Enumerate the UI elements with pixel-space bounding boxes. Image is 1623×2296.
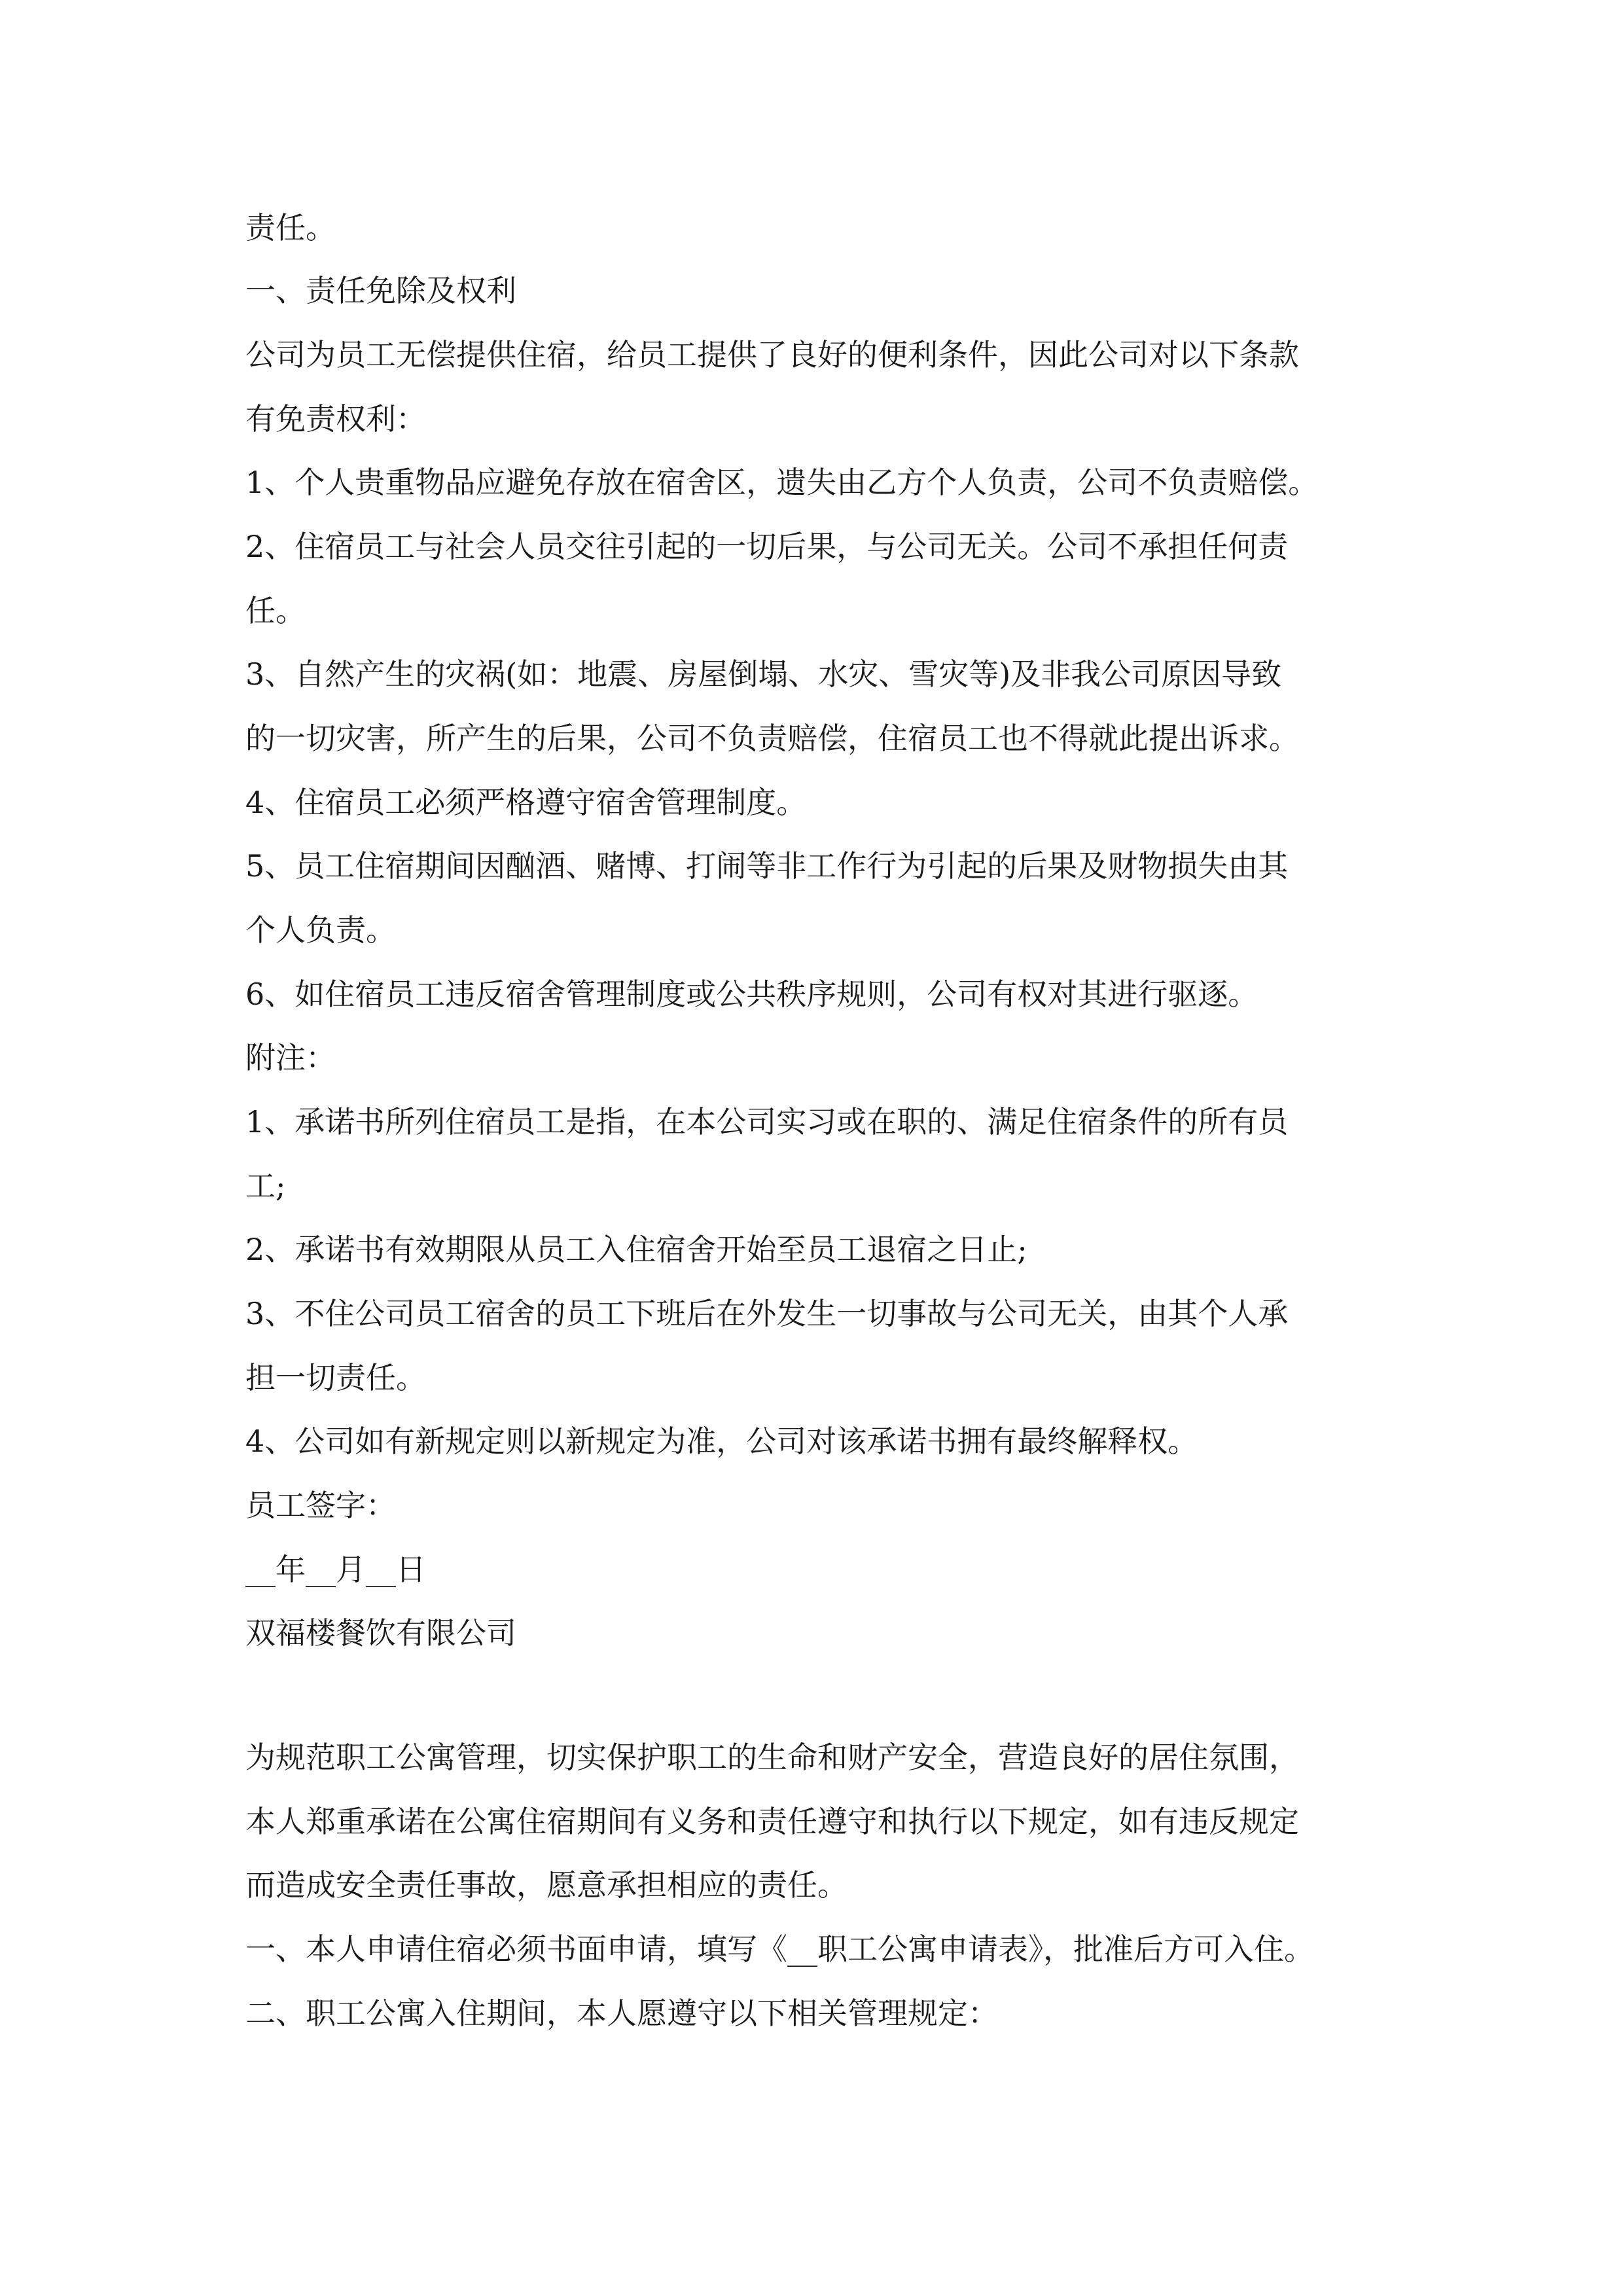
list-item: 1、个人贵重物品应避免存放在宿舍区，遗失由乙方个人负责，公司不负责赔偿。 (245, 465, 1319, 500)
list-item: 4、住宿员工必须严格遵守宿舍管理制度。 (245, 785, 807, 820)
list-item: 2、住宿员工与社会人员交往引起的一切后果，与公司无关。公司不承担任何责 (245, 529, 1289, 564)
section-heading: 附注： (245, 1040, 336, 1075)
list-item: 1、承诺书所列住宿员工是指，在本公司实习或在职的、满足住宿条件的所有员 (245, 1104, 1289, 1139)
text-line: 而造成安全责任事故，愿意承担相应的责任。 (245, 1867, 847, 1903)
section-heading: 一、责任免除及权利 (245, 273, 516, 308)
list-item: 3、自然产生的灾祸(如：地震、房屋倒塌、水灾、雪灾等)及非我公司原因导致 (245, 656, 1282, 692)
date-line: __年__月__日 (245, 1552, 426, 1587)
text-line: 本人郑重承诺在公寓住宿期间有义务和责任遵守和执行以下规定，如有违反规定 (245, 1804, 1299, 1839)
list-item: 二、职工公寓入住期间，本人愿遵守以下相关管理规定： (245, 1996, 998, 2031)
list-item: 6、如住宿员工违反宿舍管理制度或公共秩序规则，公司有权对其进行驱逐。 (245, 977, 1258, 1012)
text-line: 为规范职工公寓管理，切实保护职工的生命和财产安全，营造良好的居住氛围， (245, 1740, 1299, 1775)
signature-label: 员工签字： (245, 1488, 396, 1523)
text-line: 担一切责任。 (245, 1360, 426, 1395)
list-item: 一、本人申请住宿必须书面申请，填写《__职工公寓申请表》，批准后方可入住。 (245, 1931, 1314, 1967)
text-line: 任。 (245, 593, 306, 628)
text-line: 公司为员工无偿提供住宿，给员工提供了良好的便利条件，因此公司对以下条款 (245, 337, 1299, 372)
list-item: 2、承诺书有效期限从员工入住宿舍开始至员工退宿之日止; (245, 1232, 1027, 1267)
text-line: 的一切灾害，所产生的后果，公司不负责赔偿，住宿员工也不得就此提出诉求。 (245, 721, 1299, 756)
text-line: 责任。 (245, 210, 336, 245)
list-item: 3、不住公司员工宿舍的员工下班后在外发生一切事故与公司无关，由其个人承 (245, 1296, 1289, 1331)
list-item: 5、员工住宿期间因酗酒、赌博、打闹等非工作行为引起的后果及财物损失由其 (245, 848, 1289, 884)
company-name: 双福楼餐饮有限公司 (245, 1615, 516, 1651)
text-line: 有免责权利： (245, 401, 426, 437)
text-line: 工; (245, 1168, 286, 1204)
list-item: 4、公司如有新规定则以新规定为准，公司对该承诺书拥有最终解释权。 (245, 1424, 1198, 1459)
text-line: 个人负责。 (245, 912, 396, 948)
